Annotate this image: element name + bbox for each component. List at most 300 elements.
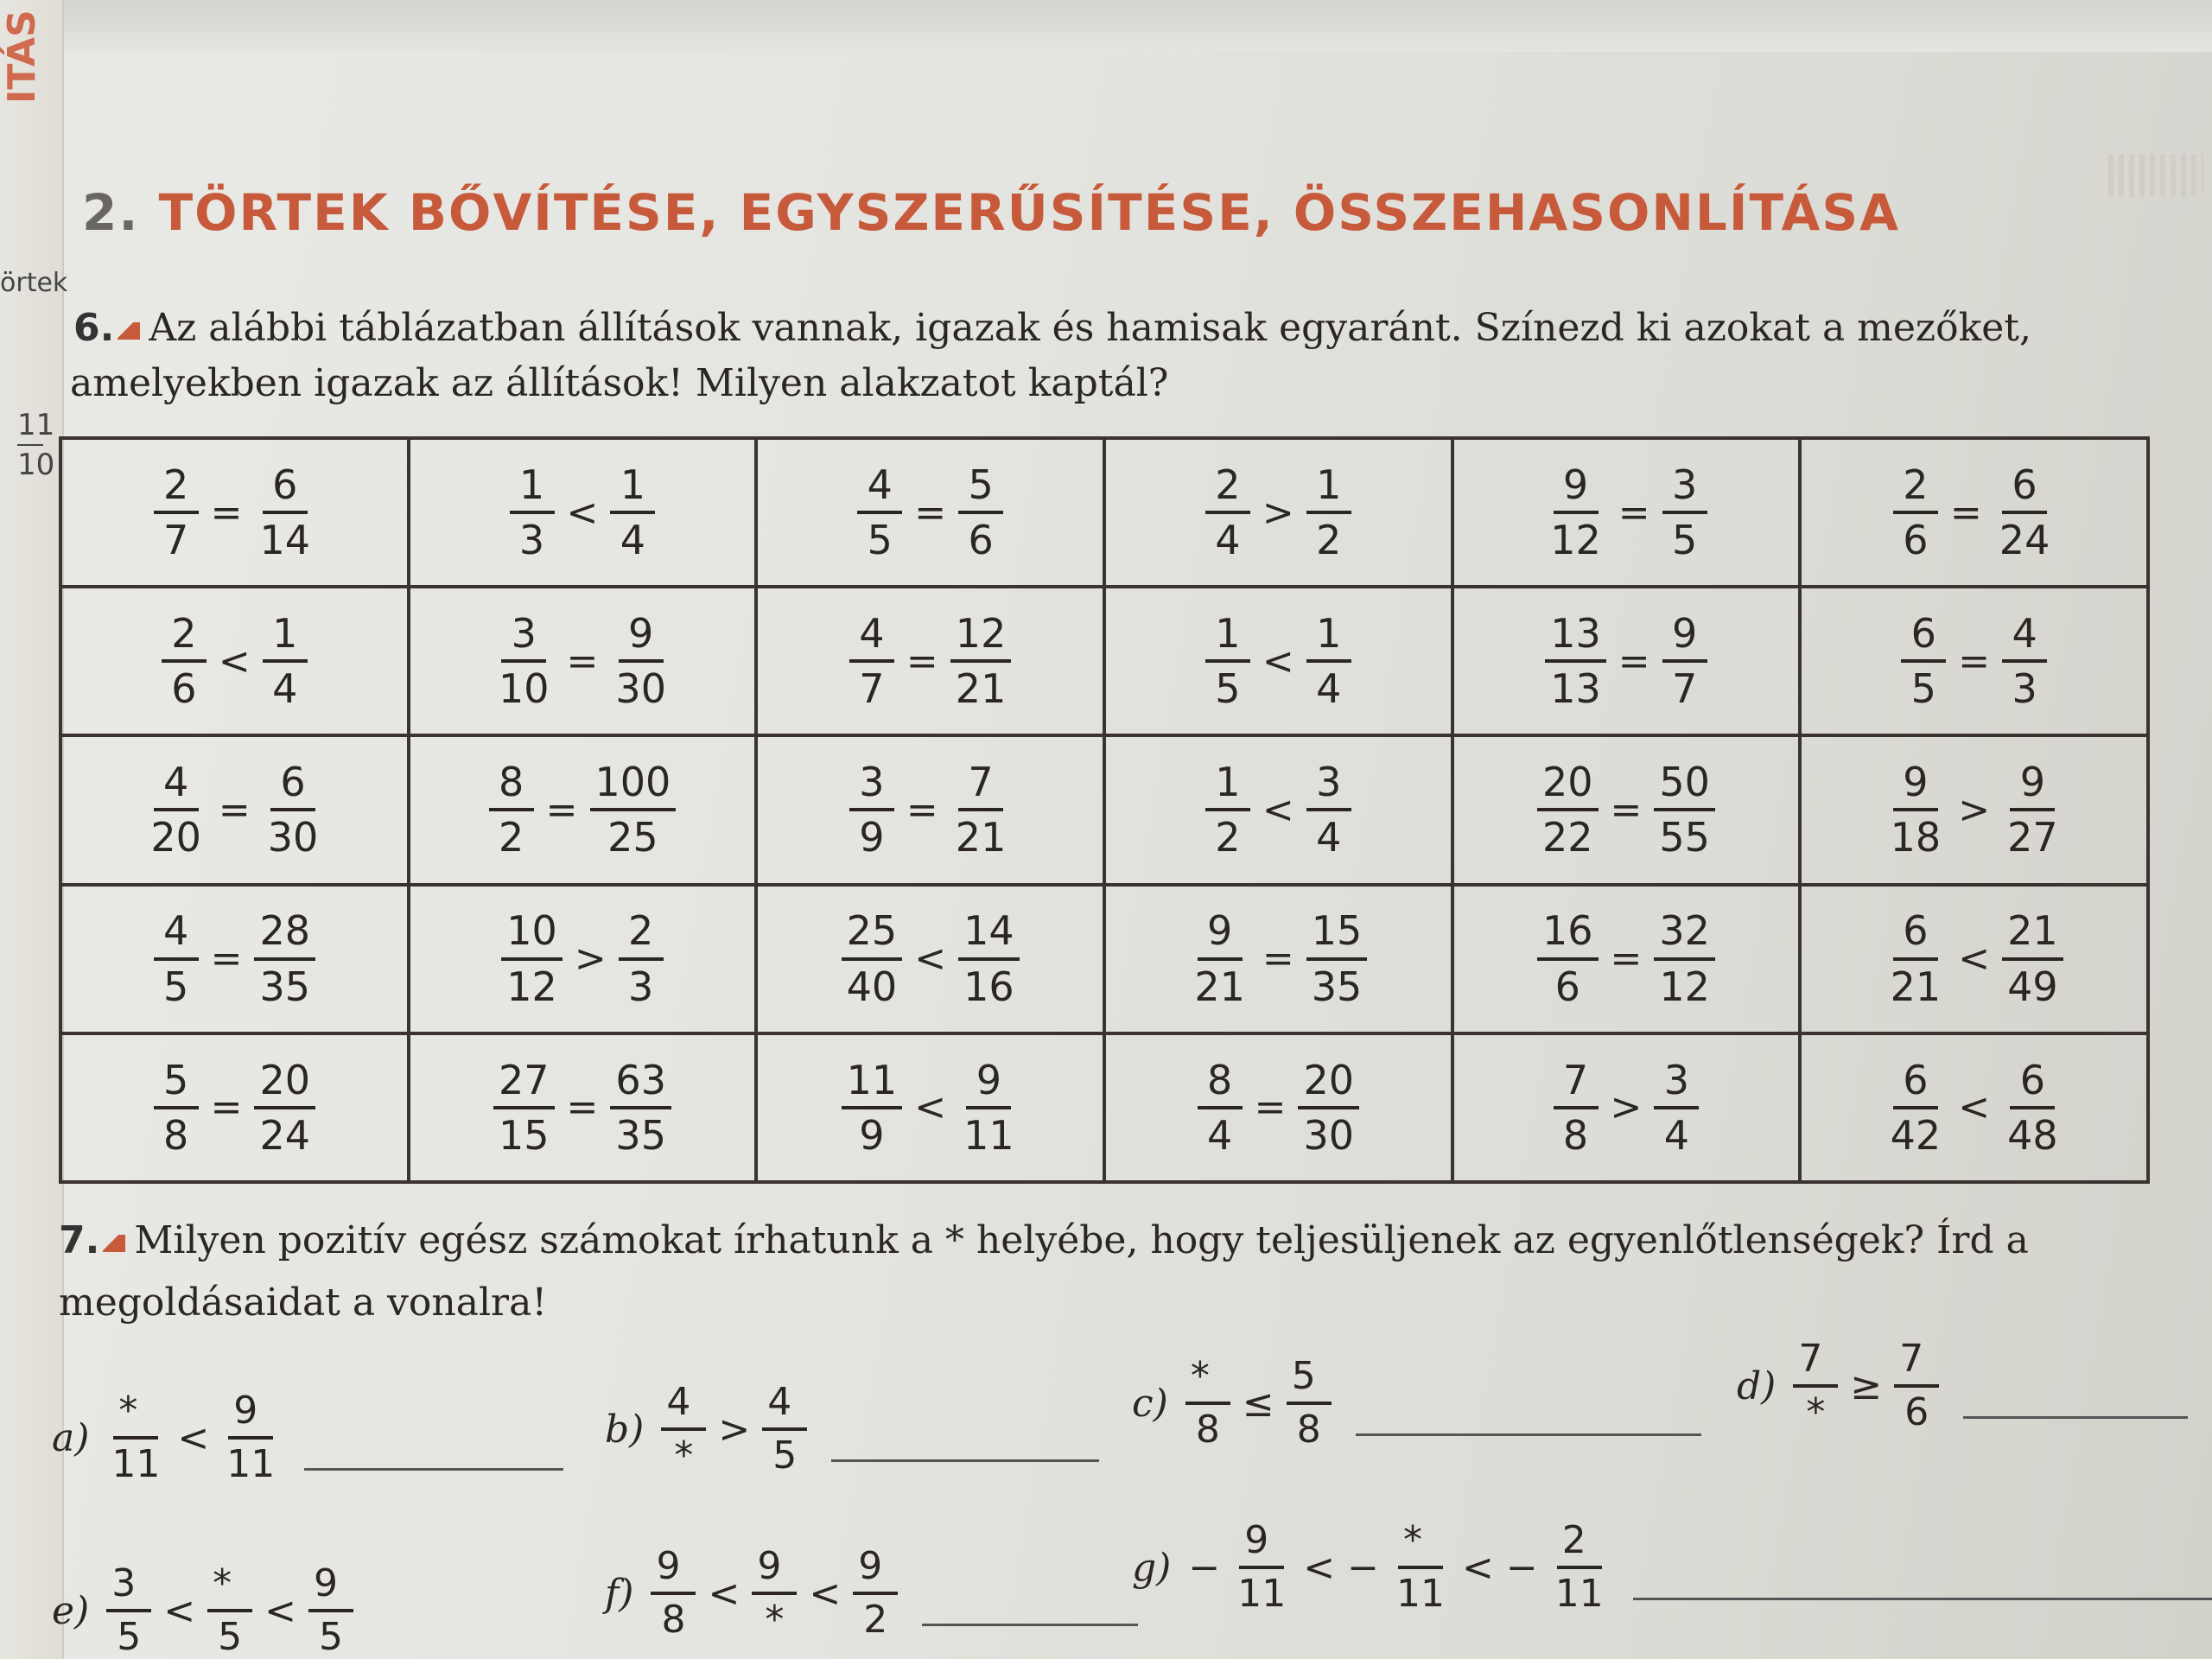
numerator: 9 bbox=[228, 1391, 273, 1440]
numerator: 9 bbox=[619, 613, 664, 663]
numerator: 2 bbox=[619, 910, 664, 960]
denominator: 6 bbox=[171, 665, 197, 713]
fraction-right bbox=[610, 609, 671, 713]
numerator: 27 bbox=[493, 1059, 555, 1109]
denominator: 7 bbox=[162, 517, 189, 564]
numerator: * bbox=[1185, 1357, 1230, 1405]
margin-frac-numerator: 11 bbox=[17, 408, 55, 442]
denominator: 35 bbox=[1311, 963, 1363, 1010]
fraction-right bbox=[263, 761, 324, 859]
numerator: 4 bbox=[857, 464, 902, 514]
fraction-left bbox=[501, 907, 563, 1010]
operator: < bbox=[1958, 1085, 1991, 1130]
denominator: 18 bbox=[1890, 814, 1942, 861]
statement bbox=[1189, 907, 1367, 1010]
operator: < bbox=[163, 1588, 196, 1633]
fraction-left bbox=[1545, 461, 1606, 564]
fraction bbox=[308, 1561, 353, 1659]
denominator: 5 bbox=[1672, 517, 1698, 564]
operator: < bbox=[264, 1588, 296, 1633]
operator: < bbox=[1262, 787, 1294, 832]
statement-cell[interactable] bbox=[756, 587, 1104, 735]
fraction-left bbox=[1537, 761, 1599, 859]
statement bbox=[501, 907, 663, 1010]
numerator: 6 bbox=[263, 464, 308, 514]
numerator: 9 bbox=[966, 1059, 1011, 1109]
task6-instructions bbox=[70, 301, 2031, 411]
fraction-left bbox=[1885, 907, 1947, 1010]
denominator: 5 bbox=[162, 963, 189, 1010]
margin-tab-text: ITÁS bbox=[0, 10, 44, 104]
fraction bbox=[1185, 1354, 1230, 1452]
fraction-right bbox=[1654, 907, 1715, 1010]
denominator: 6 bbox=[968, 517, 994, 564]
denominator: 2 bbox=[1215, 814, 1241, 861]
denominator: 12 bbox=[506, 963, 557, 1010]
statement bbox=[1205, 609, 1351, 713]
denominator: * bbox=[765, 1598, 785, 1643]
minus-sign: − bbox=[1505, 1545, 1538, 1590]
task7-text-1: Milyen pozitív egész számokat írhatunk a * helyébe, hogy teljesüljenek az egyenlőtlenségek? Írd a bbox=[134, 1218, 2029, 1262]
denominator: 10 bbox=[499, 665, 550, 713]
denominator: 7 bbox=[859, 665, 885, 713]
numerator: 20 bbox=[1537, 761, 1599, 811]
task6-line1 bbox=[73, 301, 2031, 356]
fraction-right bbox=[1654, 761, 1715, 859]
statement-cell[interactable] bbox=[1800, 587, 2148, 735]
numerator: 14 bbox=[958, 910, 1020, 960]
denominator: 11 bbox=[1237, 1572, 1287, 1617]
statement-cell[interactable] bbox=[1452, 438, 1801, 587]
operator: < bbox=[1303, 1545, 1336, 1590]
minus-sign: − bbox=[1188, 1545, 1221, 1590]
numerator: 4 bbox=[154, 761, 199, 811]
numerator: 2 bbox=[162, 613, 207, 663]
fraction-right bbox=[1654, 1056, 1699, 1159]
denominator: 11 bbox=[111, 1442, 161, 1487]
operator: ≤ bbox=[1242, 1381, 1274, 1426]
fraction-right bbox=[1306, 907, 1368, 1010]
statement bbox=[1198, 1056, 1359, 1159]
table-row bbox=[60, 1033, 2148, 1182]
numerator: 9 bbox=[1239, 1521, 1284, 1569]
numerator: 21 bbox=[2002, 910, 2063, 960]
statement bbox=[1537, 761, 1715, 859]
numerator: 10 bbox=[501, 910, 563, 960]
denominator: 5 bbox=[1215, 665, 1241, 713]
answer-line[interactable] bbox=[1633, 1594, 2212, 1600]
task7-item-c bbox=[1132, 1354, 1701, 1452]
operator: < bbox=[1262, 639, 1294, 683]
denominator: 5 bbox=[218, 1615, 243, 1659]
fraction-left bbox=[1545, 609, 1606, 713]
numerator: 5 bbox=[154, 1059, 199, 1109]
chapter-title bbox=[82, 183, 1900, 242]
fraction-left bbox=[1205, 609, 1250, 713]
operator: = bbox=[566, 1085, 599, 1130]
fraction-left bbox=[1901, 609, 1946, 713]
statement bbox=[1545, 461, 1707, 564]
denominator: 8 bbox=[1296, 1408, 1321, 1452]
denominator: 5 bbox=[772, 1433, 798, 1478]
table-row bbox=[60, 587, 2148, 735]
numerator: 3 bbox=[1306, 761, 1351, 811]
denominator: 21 bbox=[1194, 963, 1245, 1010]
operator: = bbox=[1958, 639, 1991, 683]
item-label: c) bbox=[1132, 1381, 1168, 1426]
fraction bbox=[1793, 1339, 1838, 1433]
fraction-right bbox=[610, 1056, 671, 1159]
numerator: 4 bbox=[762, 1382, 807, 1431]
operator: > bbox=[718, 1407, 751, 1452]
fraction-right bbox=[958, 907, 1020, 1010]
fraction-left bbox=[162, 609, 207, 713]
numerator: 63 bbox=[610, 1059, 671, 1109]
statement-cell[interactable] bbox=[60, 885, 409, 1033]
denominator: 13 bbox=[1550, 665, 1601, 713]
statement-cell[interactable] bbox=[1452, 885, 1801, 1033]
operator: < bbox=[914, 937, 947, 982]
statement-cell[interactable] bbox=[1104, 1033, 1452, 1182]
task6-text-1: Az alábbi táblázatban állítások vannak, igazak és hamisak egyaránt. Színezd ki azokat a mezőket, bbox=[149, 306, 2031, 350]
fraction-left bbox=[493, 609, 555, 713]
operator: > bbox=[1958, 787, 1991, 832]
statement-cell[interactable] bbox=[1452, 1033, 1801, 1182]
statement-cell[interactable] bbox=[1800, 885, 2148, 1033]
numerator: 5 bbox=[958, 464, 1003, 514]
fraction bbox=[221, 1389, 280, 1487]
denominator: 55 bbox=[1659, 814, 1710, 861]
answer-line[interactable] bbox=[831, 1456, 1099, 1462]
denominator: 4 bbox=[1316, 814, 1342, 861]
denominator: 4 bbox=[1663, 1111, 1690, 1159]
fraction-left bbox=[1554, 1056, 1599, 1159]
task7-instructions bbox=[59, 1210, 2029, 1334]
task7-item-d bbox=[1737, 1339, 2188, 1433]
statement bbox=[1893, 461, 2055, 564]
denominator: 30 bbox=[1303, 1111, 1354, 1159]
denominator: 8 bbox=[1195, 1408, 1220, 1452]
numerator: 9 bbox=[308, 1564, 353, 1612]
margin-side-text: örtek bbox=[0, 268, 68, 298]
statement-cell[interactable] bbox=[409, 885, 757, 1033]
statement-cell[interactable] bbox=[1104, 735, 1452, 884]
fraction-left bbox=[1205, 761, 1250, 859]
denominator: 6 bbox=[1904, 1390, 1929, 1435]
numerator: 9 bbox=[1893, 761, 1938, 811]
numerator: 4 bbox=[2002, 613, 2047, 663]
item-label: b) bbox=[605, 1407, 645, 1452]
fraction-right bbox=[1306, 461, 1351, 564]
denominator: 4 bbox=[620, 517, 646, 564]
denominator: 40 bbox=[846, 963, 898, 1010]
statement bbox=[849, 761, 1011, 859]
statement-cell[interactable] bbox=[409, 735, 757, 884]
denominator: 16 bbox=[963, 963, 1014, 1010]
operator: = bbox=[1262, 937, 1294, 982]
answer-line[interactable] bbox=[304, 1465, 563, 1471]
fraction-right bbox=[958, 1056, 1020, 1159]
numerator: 9 bbox=[1662, 613, 1707, 663]
fraction bbox=[651, 1544, 696, 1643]
numerator: 4 bbox=[154, 910, 199, 960]
operator: > bbox=[1610, 1085, 1643, 1130]
denominator: 22 bbox=[1541, 814, 1593, 861]
denominator: 11 bbox=[1395, 1572, 1445, 1617]
task7-item-e bbox=[52, 1561, 353, 1659]
table-row bbox=[60, 885, 2148, 1033]
denominator: 12 bbox=[1659, 963, 1710, 1010]
denominator: 30 bbox=[267, 814, 319, 861]
denominator: 4 bbox=[1206, 1111, 1233, 1159]
answer-line[interactable] bbox=[1963, 1413, 2188, 1419]
fraction-right bbox=[1994, 461, 2056, 564]
task6-line2: amelyekben igazak az állítások! Milyen alakzatot kaptál? bbox=[70, 361, 1169, 405]
item-label: f) bbox=[605, 1571, 634, 1616]
decorative-dots bbox=[2108, 154, 2203, 197]
operator: = bbox=[1610, 937, 1643, 982]
statement bbox=[1885, 907, 2063, 1010]
operator: < bbox=[1958, 937, 1991, 982]
statement-cell[interactable] bbox=[60, 438, 409, 587]
denominator: 5 bbox=[867, 517, 893, 564]
fraction-right bbox=[2002, 907, 2063, 1010]
statement-cell[interactable] bbox=[756, 1033, 1104, 1182]
statement bbox=[145, 761, 323, 859]
denominator: 11 bbox=[226, 1442, 276, 1487]
operator: = bbox=[210, 937, 243, 982]
fraction-left bbox=[1893, 461, 1938, 564]
denominator: 6 bbox=[1903, 517, 1929, 564]
numerator: 1 bbox=[1205, 761, 1250, 811]
fraction-left bbox=[154, 461, 199, 564]
task7-item-f bbox=[605, 1544, 1138, 1643]
statement-cell[interactable] bbox=[409, 438, 757, 587]
item-label: d) bbox=[1737, 1363, 1777, 1408]
numerator: 1 bbox=[1205, 613, 1250, 663]
numerator: 7 bbox=[1793, 1339, 1838, 1388]
numerator: 4 bbox=[661, 1382, 706, 1431]
fraction bbox=[853, 1544, 898, 1643]
fraction-left bbox=[849, 609, 894, 713]
numerator: 9 bbox=[2010, 761, 2055, 811]
statement-cell[interactable] bbox=[756, 885, 1104, 1033]
statement bbox=[1885, 1056, 2063, 1159]
margin-frac-line bbox=[17, 444, 43, 446]
statement-cell[interactable] bbox=[1800, 1033, 2148, 1182]
numerator: 16 bbox=[1537, 910, 1599, 960]
fraction-right bbox=[950, 609, 1012, 713]
fraction-left bbox=[489, 761, 534, 859]
fraction-right bbox=[610, 461, 655, 564]
operator: = bbox=[906, 787, 938, 832]
fraction-left bbox=[1205, 461, 1250, 564]
statements-table bbox=[59, 436, 2150, 1184]
statement bbox=[1205, 761, 1351, 859]
denominator: 25 bbox=[607, 814, 658, 861]
statement-cell[interactable] bbox=[1452, 587, 1801, 735]
statement bbox=[849, 609, 1011, 713]
numerator: 6 bbox=[1893, 910, 1938, 960]
statement-cell[interactable] bbox=[1452, 735, 1801, 884]
numerator: 1 bbox=[1306, 464, 1351, 514]
denominator: 9 bbox=[859, 814, 885, 861]
fraction-right bbox=[1306, 609, 1351, 713]
denominator: 24 bbox=[259, 1111, 311, 1159]
operator: < bbox=[177, 1415, 210, 1460]
denominator: 9 bbox=[859, 1111, 885, 1159]
statement-cell[interactable] bbox=[1104, 885, 1452, 1033]
operator: = bbox=[218, 787, 251, 832]
statement-cell[interactable] bbox=[1104, 438, 1452, 587]
fraction bbox=[1287, 1354, 1332, 1452]
task7-line1 bbox=[59, 1210, 2029, 1272]
fraction bbox=[106, 1389, 165, 1487]
numerator: 1 bbox=[610, 464, 655, 514]
statement-cell[interactable] bbox=[60, 587, 409, 735]
statement-cell[interactable] bbox=[409, 587, 757, 735]
table-row bbox=[60, 438, 2148, 587]
fraction-right bbox=[619, 907, 664, 1010]
statement bbox=[842, 1056, 1020, 1159]
numerator: 25 bbox=[842, 910, 903, 960]
denominator: 24 bbox=[1999, 517, 2050, 564]
numerator: 8 bbox=[489, 761, 534, 811]
answer-line[interactable] bbox=[922, 1620, 1138, 1626]
numerator: 9 bbox=[752, 1547, 797, 1595]
statement bbox=[857, 461, 1003, 564]
statement-cell[interactable] bbox=[1800, 438, 2148, 587]
denominator: 5 bbox=[117, 1615, 142, 1659]
denominator: 3 bbox=[628, 963, 654, 1010]
chapter-number: 2. bbox=[82, 183, 140, 242]
numerator: 6 bbox=[2010, 1059, 2055, 1109]
denominator: 15 bbox=[499, 1111, 550, 1159]
numerator: 12 bbox=[950, 613, 1012, 663]
statement bbox=[1205, 461, 1351, 564]
fraction bbox=[752, 1544, 797, 1643]
fraction-right bbox=[254, 461, 315, 564]
denominator: 8 bbox=[661, 1598, 686, 1643]
denominator: 42 bbox=[1890, 1111, 1942, 1159]
statement-cell[interactable] bbox=[756, 438, 1104, 587]
denominator: 11 bbox=[1554, 1572, 1604, 1617]
denominator: 48 bbox=[2007, 1111, 2058, 1159]
numerator: 6 bbox=[1901, 613, 1946, 663]
statement bbox=[493, 1056, 671, 1159]
numerator: 1 bbox=[1306, 613, 1351, 663]
fraction-left bbox=[510, 461, 555, 564]
operator: < bbox=[809, 1571, 842, 1616]
denominator: 4 bbox=[272, 665, 298, 713]
operator: = bbox=[545, 787, 578, 832]
numerator: 15 bbox=[1306, 910, 1368, 960]
fraction-left bbox=[1885, 761, 1947, 859]
statement bbox=[154, 1056, 315, 1159]
numerator: 3 bbox=[849, 761, 894, 811]
fraction-right bbox=[254, 1056, 315, 1159]
item-label: a) bbox=[52, 1415, 90, 1460]
numerator: 9 bbox=[651, 1547, 696, 1595]
fraction-right bbox=[2002, 761, 2063, 859]
margin-fraction bbox=[17, 406, 54, 484]
statement bbox=[162, 609, 308, 713]
fraction-right bbox=[2002, 1056, 2063, 1159]
denominator: 21 bbox=[955, 814, 1007, 861]
denominator: 2 bbox=[1316, 517, 1342, 564]
answer-line[interactable] bbox=[1356, 1430, 1701, 1436]
denominator: 7 bbox=[1672, 665, 1698, 713]
statement bbox=[510, 461, 656, 564]
statement-cell[interactable] bbox=[409, 1033, 757, 1182]
fraction-right bbox=[2002, 609, 2047, 713]
statement-cell[interactable] bbox=[60, 1033, 409, 1182]
statement-cell[interactable] bbox=[1800, 735, 2148, 884]
denominator: 20 bbox=[150, 814, 201, 861]
task7-item-g bbox=[1132, 1518, 2212, 1617]
numerator: 11 bbox=[842, 1059, 903, 1109]
operator: = bbox=[1254, 1085, 1287, 1130]
statement bbox=[1885, 761, 2063, 859]
denominator: 21 bbox=[1890, 963, 1942, 1010]
numerator: * bbox=[113, 1391, 158, 1440]
denominator: 27 bbox=[2007, 814, 2058, 861]
operator: < bbox=[914, 1085, 947, 1130]
page-top-shadow bbox=[0, 0, 2212, 52]
numerator: 1 bbox=[510, 464, 555, 514]
numerator: 8 bbox=[1198, 1059, 1243, 1109]
denominator: * bbox=[674, 1433, 694, 1478]
denominator: 5 bbox=[318, 1615, 343, 1659]
numerator: 4 bbox=[849, 613, 894, 663]
denominator: 49 bbox=[2007, 963, 2058, 1010]
denominator: 3 bbox=[518, 517, 545, 564]
numerator: 1 bbox=[263, 613, 308, 663]
operator: = bbox=[210, 490, 243, 535]
statement-cell[interactable] bbox=[756, 735, 1104, 884]
fraction bbox=[207, 1561, 252, 1659]
operator: = bbox=[1618, 639, 1650, 683]
fraction-right bbox=[1298, 1056, 1359, 1159]
fraction-right bbox=[590, 761, 677, 859]
denominator: 14 bbox=[259, 517, 311, 564]
numerator: 7 bbox=[958, 761, 1003, 811]
numerator: 9 bbox=[853, 1547, 898, 1595]
statement-cell[interactable] bbox=[60, 735, 409, 884]
denominator: 30 bbox=[615, 665, 666, 713]
numerator: 3 bbox=[501, 613, 546, 663]
fraction-right bbox=[1662, 461, 1707, 564]
statement bbox=[842, 907, 1020, 1010]
numerator: 9 bbox=[1198, 910, 1243, 960]
denominator: 8 bbox=[1562, 1111, 1589, 1159]
numerator: 7 bbox=[1894, 1339, 1939, 1388]
denominator: 8 bbox=[162, 1111, 189, 1159]
denominator: 12 bbox=[1550, 517, 1601, 564]
operator: = bbox=[1949, 490, 1982, 535]
numerator: 2 bbox=[1893, 464, 1938, 514]
statement bbox=[489, 761, 677, 859]
task7-number: 7. bbox=[59, 1218, 100, 1262]
fraction-right bbox=[1306, 761, 1351, 859]
numerator: 3 bbox=[1654, 1059, 1699, 1109]
statement-cell[interactable] bbox=[1104, 587, 1452, 735]
operator: > bbox=[574, 937, 607, 982]
operator: < bbox=[218, 639, 251, 683]
fraction-right bbox=[958, 461, 1003, 564]
fraction bbox=[1550, 1518, 1609, 1617]
difficulty-icon bbox=[118, 322, 140, 340]
